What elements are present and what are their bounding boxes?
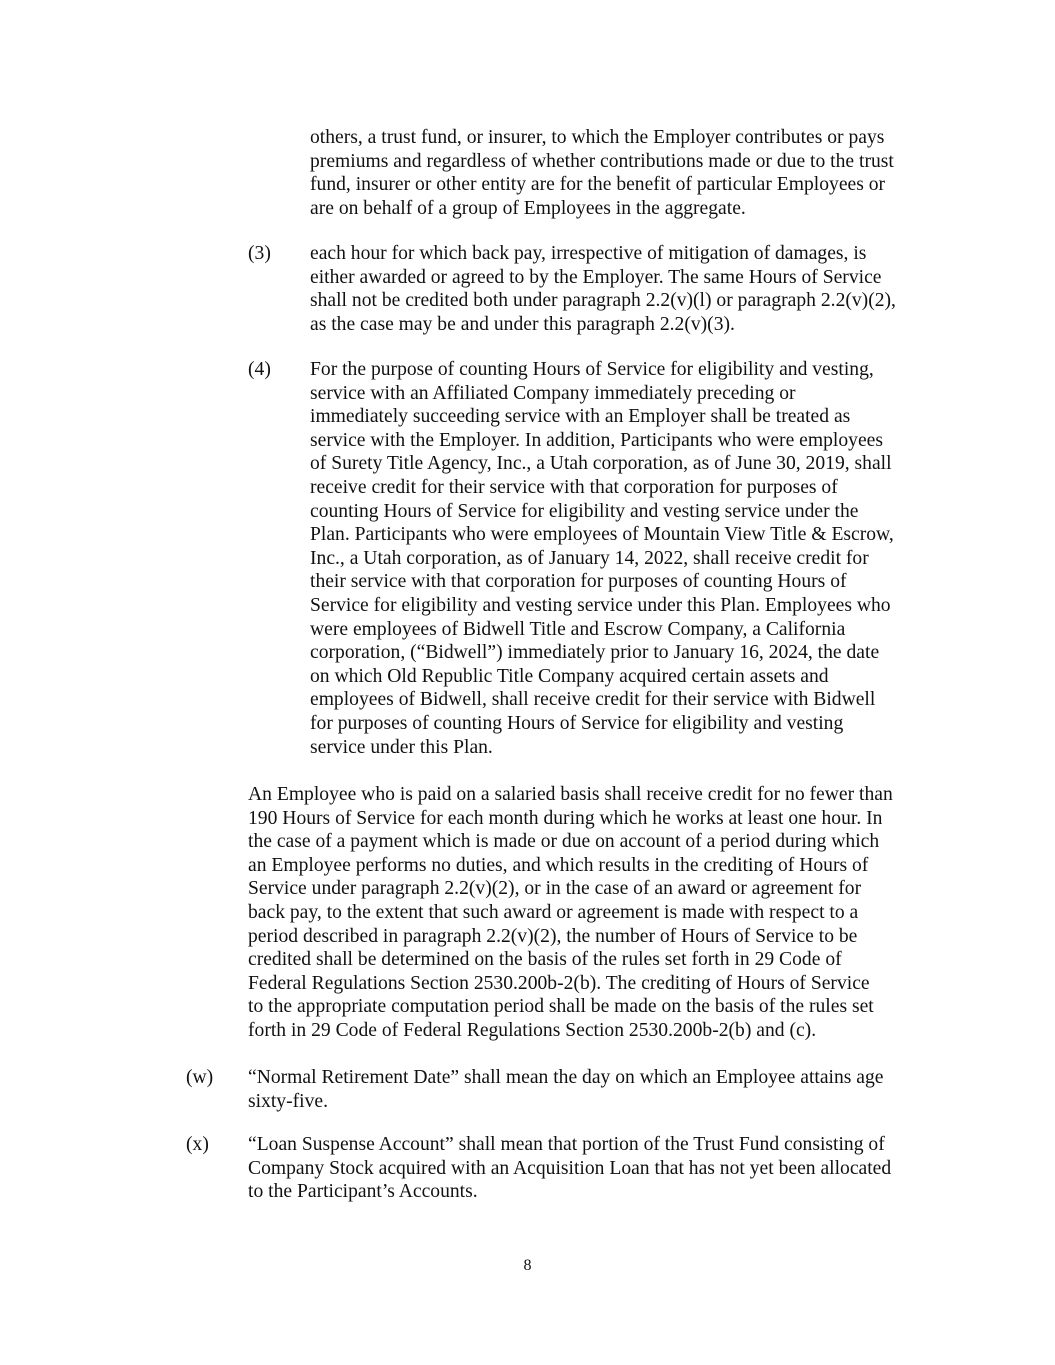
item-label: (3) <box>248 243 271 264</box>
paragraph-lines <box>248 783 893 1043</box>
item-label: (4) <box>248 359 271 380</box>
text-line: 190 Hours of Service for each month during which he works at least one hour. In <box>248 807 883 829</box>
text-line: are on behalf of a group of Employees in the aggregate. <box>310 197 746 219</box>
text-line: “Normal Retirement Date” shall mean the day on which an Employee attains age <box>248 1067 884 1088</box>
text-line: receive credit for their service with that corporation for purposes of <box>310 476 838 498</box>
paragraph-lines <box>310 242 896 336</box>
text-line: employees of Bidwell, shall receive credit for their service with Bidwell <box>310 689 876 711</box>
text-line: back pay, to the extent that such award or agreement is made with respect to a <box>248 901 859 923</box>
text-line: shall not be credited both under paragraph 2.2(v)(l) or paragraph 2.2(v)(2), <box>310 290 896 312</box>
text-line: sixty-five. <box>248 1090 328 1112</box>
text-line: fund, insurer or other entity are for the benefit of particular Employees or <box>310 174 886 196</box>
text-line: corporation, (“Bidwell”) immediately prior to January 16, 2024, the date <box>310 642 880 664</box>
item-label: (w) <box>186 1067 214 1088</box>
text-line: to the appropriate computation period shall be made on the basis of the rules set <box>248 996 874 1018</box>
paragraph-lines <box>310 358 894 759</box>
text-line: immediately succeeding service with an Employer shall be treated as <box>310 406 851 428</box>
text-line: Plan. Participants who were employees of Mountain View Title & Escrow, <box>310 524 894 546</box>
text-line: Federal Regulations Section 2530.200b-2(b). The crediting of Hours of Service <box>248 972 870 994</box>
text-line: for purposes of counting Hours of Service for eligibility and vesting <box>310 712 844 734</box>
text-line: on which Old Republic Title Company acquired certain assets and <box>310 665 829 687</box>
text-line: forth in 29 Code of Federal Regulations Section 2530.200b-2(b) and (c). <box>248 1019 817 1041</box>
text-line: credited shall be determined on the basis of the rules set forth in 29 Code of <box>248 949 842 971</box>
text-line: “Loan Suspense Account” shall mean that portion of the Trust Fund consisting of <box>248 1134 885 1155</box>
text-line: each hour for which back pay, irrespective of mitigation of damages, is <box>310 243 867 264</box>
text-line: of Surety Title Agency, Inc., a Utah corporation, as of June 30, 2019, shall <box>310 453 892 475</box>
text-line: counting Hours of Service for eligibility and vesting service under the <box>310 500 859 522</box>
text-line: the case of a payment which is made or due on account of a period during which <box>248 831 880 853</box>
text-line: either awarded or agreed to by the Employer. The same Hours of Service <box>310 266 882 288</box>
text-line: Service for eligibility and vesting service under this Plan. Employees who <box>310 594 891 616</box>
text-line: to the Participant’s Accounts. <box>248 1181 478 1203</box>
text-line: as the case may be and under this paragraph 2.2(v)(3). <box>310 313 735 335</box>
paragraph-lines <box>248 1066 883 1113</box>
text-line: period described in paragraph 2.2(v)(2), the number of Hours of Service to be <box>248 925 858 947</box>
text-line: Service under paragraph 2.2(v)(2), or in the case of an award or agreement for <box>248 878 862 900</box>
text-line: premiums and regardless of whether contributions made or due to the trust <box>310 150 894 172</box>
text-line: Company Stock acquired with an Acquisition Loan that has not yet been allocated <box>248 1157 892 1179</box>
page-number: 8 <box>523 1257 532 1274</box>
text-line: For the purpose of counting Hours of Service for eligibility and vesting, <box>310 359 874 380</box>
text-line: were employees of Bidwell Title and Escrow Company, a California <box>310 618 846 640</box>
text-line: others, a trust fund, or insurer, to which the Employer contributes or pays <box>310 127 885 148</box>
text-line: service with an Affiliated Company immediately preceding or <box>310 382 796 404</box>
item-label: (x) <box>186 1134 209 1155</box>
text-line: an Employee performs no duties, and which results in the crediting of Hours of <box>248 854 869 876</box>
text-line: An Employee who is paid on a salaried basis shall receive credit for no fewer than <box>248 784 893 805</box>
paragraph-lines <box>248 1133 891 1204</box>
paragraph-lines <box>310 126 894 220</box>
text-line: their service with that corporation for purposes of counting Hours of <box>310 571 847 593</box>
text-line: service under this Plan. <box>310 736 493 758</box>
text-line: service with the Employer. In addition, Participants who were employees <box>310 429 883 451</box>
text-line: Inc., a Utah corporation, as of January 14, 2022, shall receive credit for <box>310 547 869 569</box>
